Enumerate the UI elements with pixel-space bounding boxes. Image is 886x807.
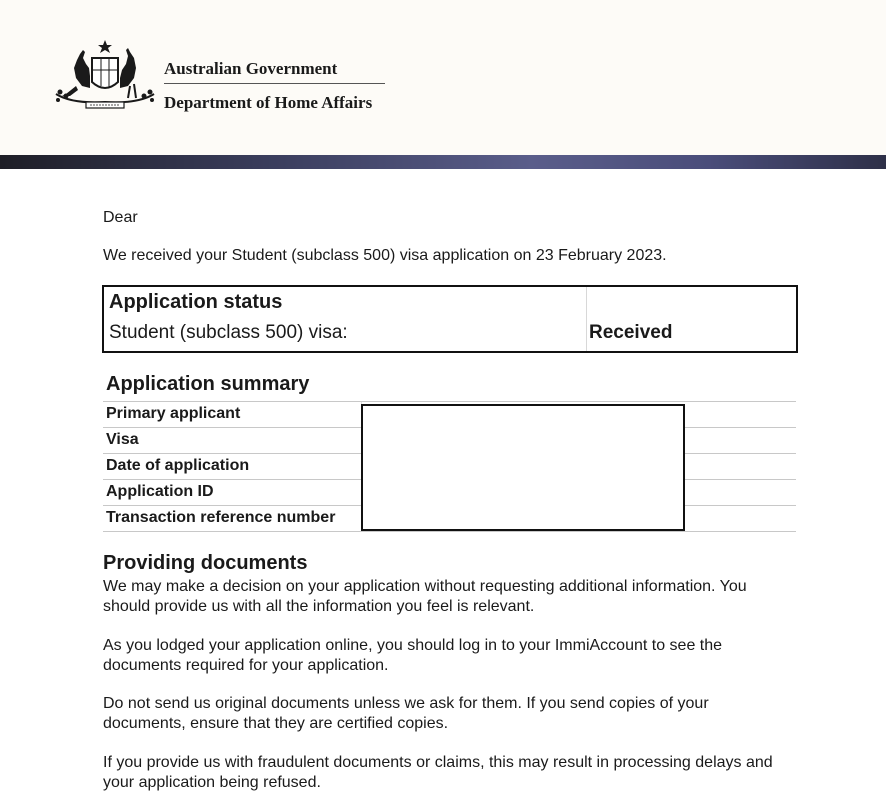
documents-paragraph: As you lodged your application online, you should log in to your ImmiAccount to see the documents required for your application. bbox=[103, 637, 723, 674]
intro-text: We received your Student (subclass 500) visa application on 23 February 2023. bbox=[103, 247, 667, 264]
department-title: Department of Home Affairs bbox=[164, 93, 373, 112]
government-title: Australian Government bbox=[164, 59, 338, 78]
documents-paragraph: We may make a decision on your application without requesting additional information. You should provide us with all the information you feel is relevant. bbox=[103, 578, 747, 615]
summary-label-application-id: Application ID bbox=[106, 483, 214, 500]
coat-of-arms-icon bbox=[52, 38, 158, 112]
documents-paragraph: Do not send us original documents unless we ask for them. If you send copies of your documents, ensure that they are certified copies. bbox=[103, 695, 709, 732]
summary-label-visa: Visa bbox=[106, 431, 139, 448]
header-band bbox=[0, 155, 886, 169]
status-heading: Application status bbox=[109, 291, 283, 313]
status-label: Student (subclass 500) visa: bbox=[109, 322, 348, 343]
summary-heading: Application summary bbox=[106, 373, 310, 395]
summary-label-date-of-application: Date of application bbox=[106, 457, 250, 474]
salutation: Dear bbox=[103, 209, 138, 226]
summary-label-primary-applicant: Primary applicant bbox=[106, 405, 241, 422]
summary-label-transaction-reference: Transaction reference number bbox=[106, 509, 336, 526]
documents-heading: Providing documents bbox=[103, 552, 308, 574]
letterhead-divider bbox=[164, 83, 385, 84]
status-divider bbox=[586, 287, 587, 351]
documents-paragraph: If you provide us with fraudulent documents or claims, this may result in processing delays and your application being refused. bbox=[103, 754, 773, 791]
redacted-values-box bbox=[361, 404, 685, 531]
status-value: Received bbox=[589, 322, 673, 343]
letterhead bbox=[0, 0, 886, 155]
application-status-box bbox=[102, 285, 798, 353]
